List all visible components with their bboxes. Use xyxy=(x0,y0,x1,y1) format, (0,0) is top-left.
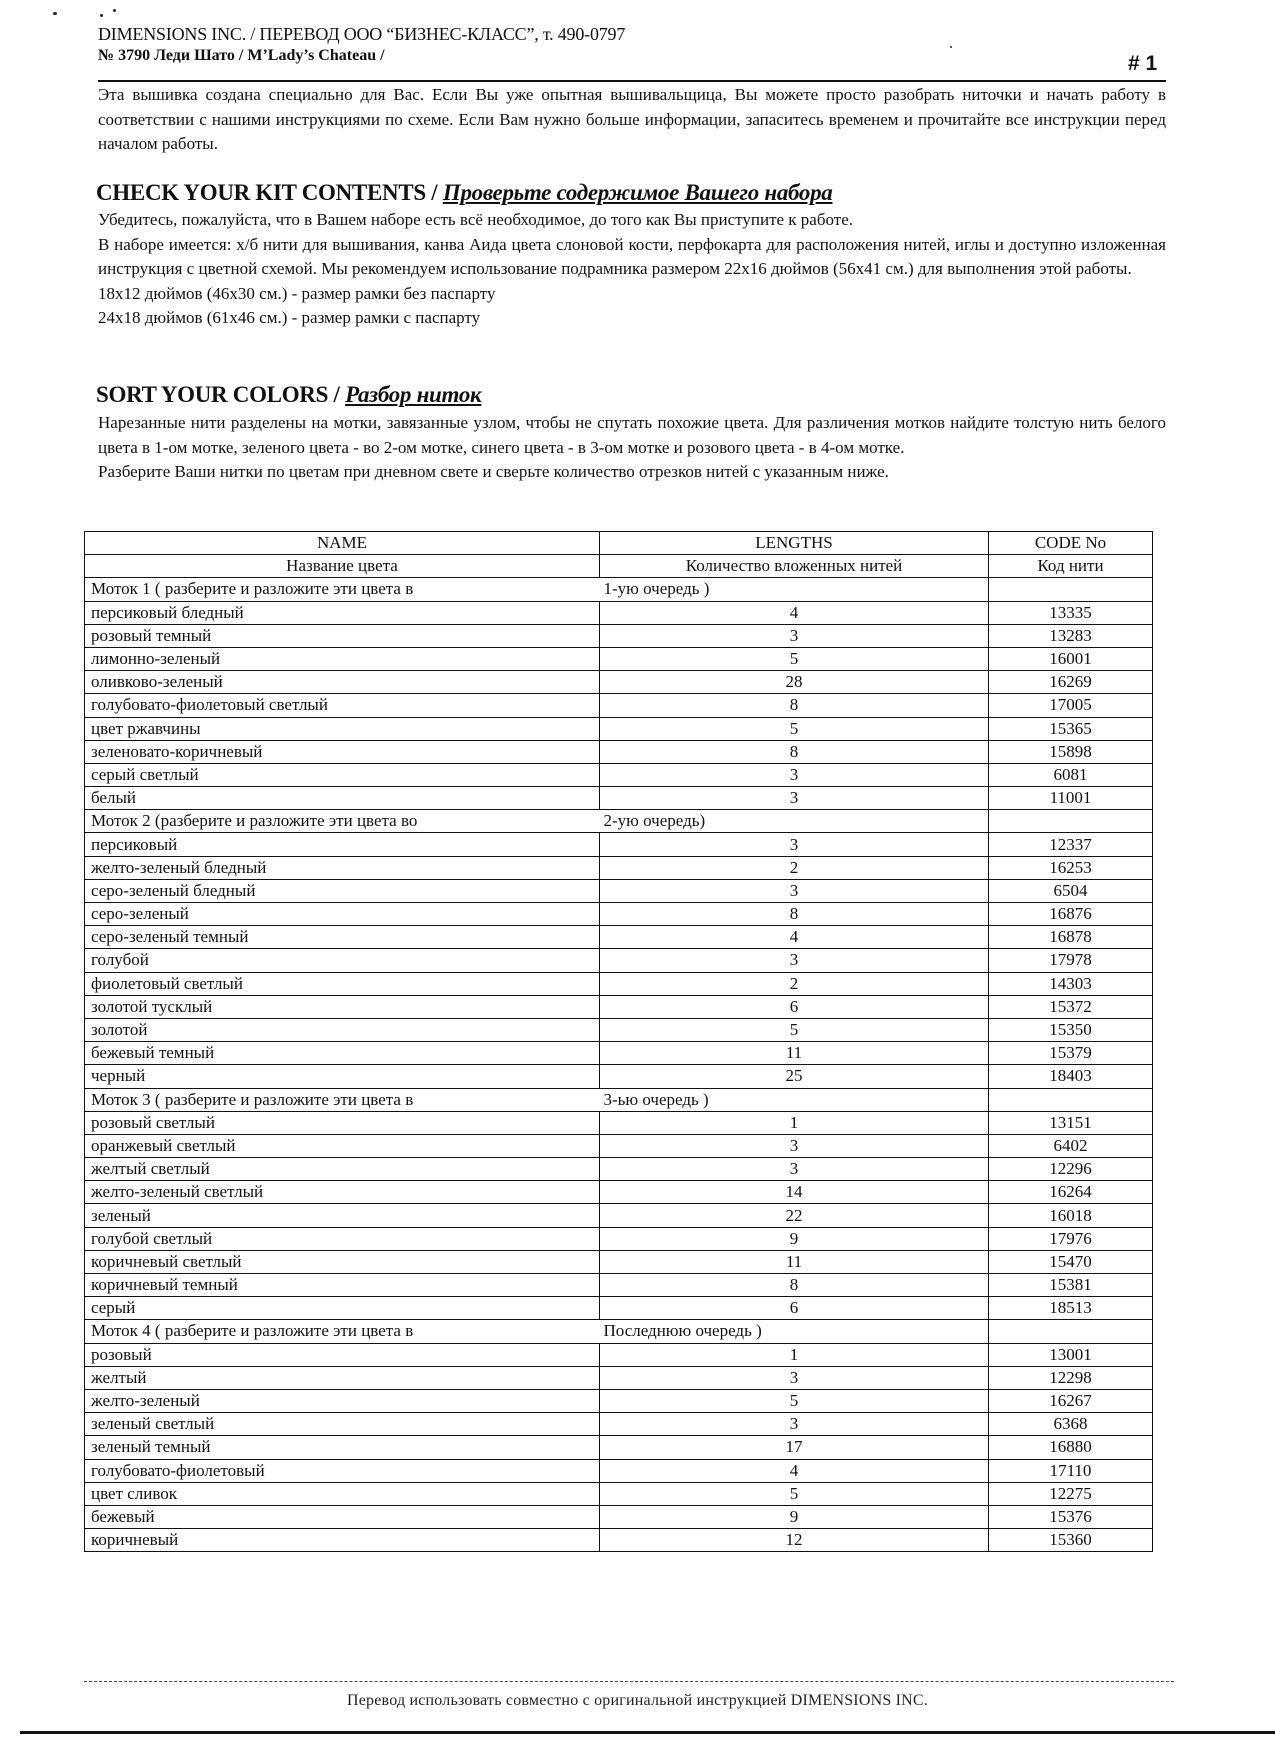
table-row xyxy=(85,1529,1153,1552)
table-header-row-ru xyxy=(85,555,1153,578)
thread-code: 15365 xyxy=(989,717,1153,740)
kit-contents-heading-en: CHECK YOUR KIT CONTENTS / xyxy=(96,180,443,205)
table-header-row-en xyxy=(85,532,1153,555)
table-row xyxy=(85,1018,1153,1041)
thread-code: 16253 xyxy=(989,856,1153,879)
thread-lengths: 3 xyxy=(600,833,989,856)
thread-lengths: 11 xyxy=(600,1250,989,1273)
sort-colors-heading xyxy=(96,382,481,408)
thread-code: 15360 xyxy=(989,1529,1153,1552)
color-name: бежевый темный xyxy=(85,1042,600,1065)
thread-lengths: 28 xyxy=(600,671,989,694)
thread-code: 6368 xyxy=(989,1413,1153,1436)
thread-lengths: 8 xyxy=(600,903,989,926)
table-row xyxy=(85,694,1153,717)
thread-lengths: 8 xyxy=(600,1274,989,1297)
thread-code: 17005 xyxy=(989,694,1153,717)
color-name: голубой xyxy=(85,949,600,972)
footer-divider xyxy=(20,1731,1275,1734)
color-name: коричневый xyxy=(85,1529,600,1552)
header-divider xyxy=(98,80,1166,82)
color-name: золотой тусклый xyxy=(85,995,600,1018)
color-name: коричневый светлый xyxy=(85,1250,600,1273)
table-row xyxy=(85,1111,1153,1134)
thread-lengths: 22 xyxy=(600,1204,989,1227)
column-subheader-lengths: Количество вложенных нитей xyxy=(600,555,989,578)
thread-code: 16269 xyxy=(989,671,1153,694)
table-row xyxy=(85,1274,1153,1297)
sort-colors-heading-en: SORT YOUR COLORS / xyxy=(96,382,346,407)
page-number: # 1 xyxy=(1128,52,1158,75)
table-row xyxy=(85,879,1153,902)
thread-code: 15470 xyxy=(989,1250,1153,1273)
skein-group-code-empty xyxy=(989,578,1153,601)
color-name: черный xyxy=(85,1065,600,1088)
thread-lengths: 2 xyxy=(600,856,989,879)
color-name: розовый темный xyxy=(85,624,600,647)
thread-code: 15381 xyxy=(989,1274,1153,1297)
color-name: желтый светлый xyxy=(85,1158,600,1181)
footer-note: Перевод использовать совместно с оригинальной инструкцией DIMENSIONS INC. xyxy=(347,1692,928,1709)
color-name: цвет ржавчины xyxy=(85,717,600,740)
table-row xyxy=(85,647,1153,670)
thread-lengths: 5 xyxy=(600,647,989,670)
table-row xyxy=(85,1204,1153,1227)
thread-lengths: 4 xyxy=(600,601,989,624)
thread-lengths: 3 xyxy=(600,1413,989,1436)
thread-lengths: 11 xyxy=(600,1042,989,1065)
thread-lengths: 5 xyxy=(600,1018,989,1041)
skein-group-queue: Последнюю очередь ) xyxy=(600,1320,989,1343)
thread-lengths: 3 xyxy=(600,949,989,972)
thread-code: 16880 xyxy=(989,1436,1153,1459)
thread-code: 16267 xyxy=(989,1389,1153,1412)
thread-code: 15372 xyxy=(989,995,1153,1018)
color-name: желто-зеленый светлый xyxy=(85,1181,600,1204)
column-subheader-name: Название цвета xyxy=(85,555,600,578)
table-row xyxy=(85,833,1153,856)
color-name: персиковый бледный xyxy=(85,601,600,624)
thread-lengths: 3 xyxy=(600,879,989,902)
thread-lengths: 25 xyxy=(600,1065,989,1088)
color-name: розовый xyxy=(85,1343,600,1366)
skein-group-code-empty xyxy=(989,1088,1153,1111)
thread-lengths: 1 xyxy=(600,1343,989,1366)
thread-lengths: 4 xyxy=(600,1459,989,1482)
color-name: оливково-зеленый xyxy=(85,671,600,694)
thread-code: 13151 xyxy=(989,1111,1153,1134)
table-row xyxy=(85,1459,1153,1482)
table-row xyxy=(85,1158,1153,1181)
thread-lengths: 4 xyxy=(600,926,989,949)
thread-lengths: 3 xyxy=(600,787,989,810)
color-name: голубой светлый xyxy=(85,1227,600,1250)
thread-code: 17978 xyxy=(989,949,1153,972)
table-row xyxy=(85,949,1153,972)
table-row xyxy=(85,903,1153,926)
table-row xyxy=(85,717,1153,740)
skein-group-queue: 3-ью очередь ) xyxy=(600,1088,989,1111)
thread-lengths: 6 xyxy=(600,995,989,1018)
thread-code: 18403 xyxy=(989,1065,1153,1088)
thread-lengths: 3 xyxy=(600,624,989,647)
intro-text: Эта вышивка создана специально для Вас. Если Вы уже опытная вышивальщица, Вы можете просто разобрать ниточки и начать работу в соответствии с нашими инструкциями по схеме. Если Вам нужно больше информации, запаситесь временем и прочитайте все инструкции перед началом работы. xyxy=(98,85,1166,153)
skein-group-label: Моток 1 ( разберите и разложите эти цвета в xyxy=(85,578,600,601)
scan-speck xyxy=(950,46,952,48)
thread-lengths: 17 xyxy=(600,1436,989,1459)
table-row xyxy=(85,1134,1153,1157)
thread-code: 6402 xyxy=(989,1134,1153,1157)
sort-colors-body xyxy=(98,411,1166,485)
color-name: лимонно-зеленый xyxy=(85,647,600,670)
color-name: зеленовато-коричневый xyxy=(85,740,600,763)
kit-contents-paragraph: Убедитесь, пожалуйста, что в Вашем наборе есть всё необходимое, до того как Вы приступите к работе. xyxy=(98,210,853,229)
skein-group-label: Моток 3 ( разберите и разложите эти цвета в xyxy=(85,1088,600,1111)
thread-lengths: 8 xyxy=(600,694,989,717)
table-row xyxy=(85,1482,1153,1505)
document-header-kit-title: № 3790 Леди Шато / M’Lady’s Chateau / xyxy=(98,47,385,64)
color-name: фиолетовый светлый xyxy=(85,972,600,995)
thread-code: 13335 xyxy=(989,601,1153,624)
table-row xyxy=(85,1250,1153,1273)
thread-code: 18513 xyxy=(989,1297,1153,1320)
color-name: белый xyxy=(85,787,600,810)
thread-code: 16876 xyxy=(989,903,1153,926)
thread-lengths: 9 xyxy=(600,1227,989,1250)
thread-colors-table xyxy=(84,531,1153,1552)
sort-colors-paragraph: Нарезанные нити разделены на мотки, завязанные узлом, чтобы не спутать похожие цвета. Для различения мотков найдите толстую нить белого цвета в 1-ом мотке, зеленого цвета - во 2-ом мотке, синего цвета - в 3-ом мотке и розового цвета - в 4-ом мотке. xyxy=(98,413,1166,457)
thread-lengths: 1 xyxy=(600,1111,989,1134)
sort-colors-heading-ru: Разбор ниток xyxy=(345,382,482,407)
table-row xyxy=(85,972,1153,995)
footer-dotted-divider xyxy=(84,1681,1174,1683)
color-name: серо-зеленый темный xyxy=(85,926,600,949)
thread-code: 16018 xyxy=(989,1204,1153,1227)
color-name: зеленый светлый xyxy=(85,1413,600,1436)
thread-code: 15376 xyxy=(989,1505,1153,1528)
skein-group-code-empty xyxy=(989,1320,1153,1343)
table-row xyxy=(85,624,1153,647)
table-row xyxy=(85,1413,1153,1436)
color-name: голубовато-фиолетовый светлый xyxy=(85,694,600,717)
thread-code: 13001 xyxy=(989,1343,1153,1366)
skein-group-code-empty xyxy=(989,810,1153,833)
skein-group-label: Моток 4 ( разберите и разложите эти цвета в xyxy=(85,1320,600,1343)
thread-code: 15379 xyxy=(989,1042,1153,1065)
skein-group-queue: 1-ую очередь ) xyxy=(600,578,989,601)
thread-lengths: 9 xyxy=(600,1505,989,1528)
table-row xyxy=(85,787,1153,810)
kit-contents-paragraph: В наборе имеется: х/б нити для вышивания, канва Аида цвета слоновой кости, перфокарта для расположения нитей, иглы и доступно изложенная инструкция с цветной схемой. Мы рекомендуем использование подрамника размером 22x16 дюймов (56x41 см.) для выполнения этой работы. xyxy=(98,234,1166,278)
thread-code: 17976 xyxy=(989,1227,1153,1250)
kit-contents-body xyxy=(98,208,1166,331)
color-name: оранжевый светлый xyxy=(85,1134,600,1157)
thread-code: 6504 xyxy=(989,879,1153,902)
table-row xyxy=(85,671,1153,694)
thread-code: 12275 xyxy=(989,1482,1153,1505)
table-row xyxy=(85,1065,1153,1088)
table-row xyxy=(85,1042,1153,1065)
thread-lengths: 5 xyxy=(600,1389,989,1412)
thread-code: 17110 xyxy=(989,1459,1153,1482)
thread-lengths: 3 xyxy=(600,1134,989,1157)
color-name: желтый xyxy=(85,1366,600,1389)
scan-speck xyxy=(113,9,116,12)
kit-contents-paragraph: 18x12 дюймов (46x30 см.) - размер рамки без паспарту xyxy=(98,283,496,303)
color-name: желто-зеленый xyxy=(85,1389,600,1412)
thread-code: 11001 xyxy=(989,787,1153,810)
column-header-lengths: LENGTHS xyxy=(600,532,989,555)
table-row xyxy=(85,856,1153,879)
column-header-name: NAME xyxy=(85,532,600,555)
thread-lengths: 5 xyxy=(600,1482,989,1505)
table-row xyxy=(85,995,1153,1018)
table-row xyxy=(85,926,1153,949)
color-name: голубовато-фиолетовый xyxy=(85,1459,600,1482)
color-name: золотой xyxy=(85,1018,600,1041)
color-name: персиковый xyxy=(85,833,600,856)
color-name: зеленый темный xyxy=(85,1436,600,1459)
document-header-company: DIMENSIONS INC. / ПЕРЕВОД ООО “БИЗНЕС-КЛАСС”, т. 490-0797 xyxy=(98,24,626,44)
column-subheader-code: Код нити xyxy=(989,555,1153,578)
thread-lengths: 12 xyxy=(600,1529,989,1552)
thread-code: 15898 xyxy=(989,740,1153,763)
color-name: коричневый темный xyxy=(85,1274,600,1297)
color-name: серо-зеленый бледный xyxy=(85,879,600,902)
skein-group-label: Моток 2 (разберите и разложите эти цвета во xyxy=(85,810,600,833)
table-row xyxy=(85,1297,1153,1320)
kit-contents-paragraph: 24x18 дюймов (61x46 см.) - размер рамки с паспарту xyxy=(98,308,481,327)
thread-lengths: 14 xyxy=(600,1181,989,1204)
table-row xyxy=(85,763,1153,786)
table-row xyxy=(85,740,1153,763)
color-name: серый светлый xyxy=(85,763,600,786)
color-name: бежевый xyxy=(85,1505,600,1528)
skein-group-row xyxy=(85,1320,1153,1343)
color-name: серый xyxy=(85,1297,600,1320)
table-row xyxy=(85,1389,1153,1412)
thread-code: 13283 xyxy=(989,624,1153,647)
thread-lengths: 3 xyxy=(600,763,989,786)
skein-group-row xyxy=(85,1088,1153,1111)
table-row xyxy=(85,1227,1153,1250)
thread-code: 6081 xyxy=(989,763,1153,786)
thread-lengths: 8 xyxy=(600,740,989,763)
skein-group-row xyxy=(85,578,1153,601)
table-row xyxy=(85,1343,1153,1366)
color-name: цвет сливок xyxy=(85,1482,600,1505)
thread-lengths: 5 xyxy=(600,717,989,740)
table-row xyxy=(85,1505,1153,1528)
kit-contents-heading-ru: Проверьте содержимое Вашего набора xyxy=(442,180,833,205)
table-row xyxy=(85,1366,1153,1389)
sort-colors-paragraph: Разберите Ваши нитки по цветам при дневном свете и сверьте количество отрезков нитей с указанным ниже. xyxy=(98,462,889,481)
thread-lengths: 2 xyxy=(600,972,989,995)
thread-code: 12337 xyxy=(989,833,1153,856)
thread-code: 16264 xyxy=(989,1181,1153,1204)
table-row xyxy=(85,1436,1153,1459)
color-name: серо-зеленый xyxy=(85,903,600,926)
thread-lengths: 3 xyxy=(600,1366,989,1389)
thread-code: 14303 xyxy=(989,972,1153,995)
column-header-code: CODE No xyxy=(989,532,1153,555)
table-row xyxy=(85,601,1153,624)
kit-contents-heading xyxy=(96,180,833,206)
skein-group-row xyxy=(85,810,1153,833)
color-name: зеленый xyxy=(85,1204,600,1227)
scan-speck xyxy=(100,14,103,17)
thread-code: 12298 xyxy=(989,1366,1153,1389)
thread-lengths: 6 xyxy=(600,1297,989,1320)
scan-speck xyxy=(53,12,57,15)
thread-lengths: 3 xyxy=(600,1158,989,1181)
thread-code: 12296 xyxy=(989,1158,1153,1181)
thread-code: 15350 xyxy=(989,1018,1153,1041)
color-name: розовый светлый xyxy=(85,1111,600,1134)
table-row xyxy=(85,1181,1153,1204)
intro-paragraph xyxy=(98,83,1166,157)
thread-code: 16878 xyxy=(989,926,1153,949)
thread-code: 16001 xyxy=(989,647,1153,670)
skein-group-queue: 2-ую очередь) xyxy=(600,810,989,833)
color-name: желто-зеленый бледный xyxy=(85,856,600,879)
